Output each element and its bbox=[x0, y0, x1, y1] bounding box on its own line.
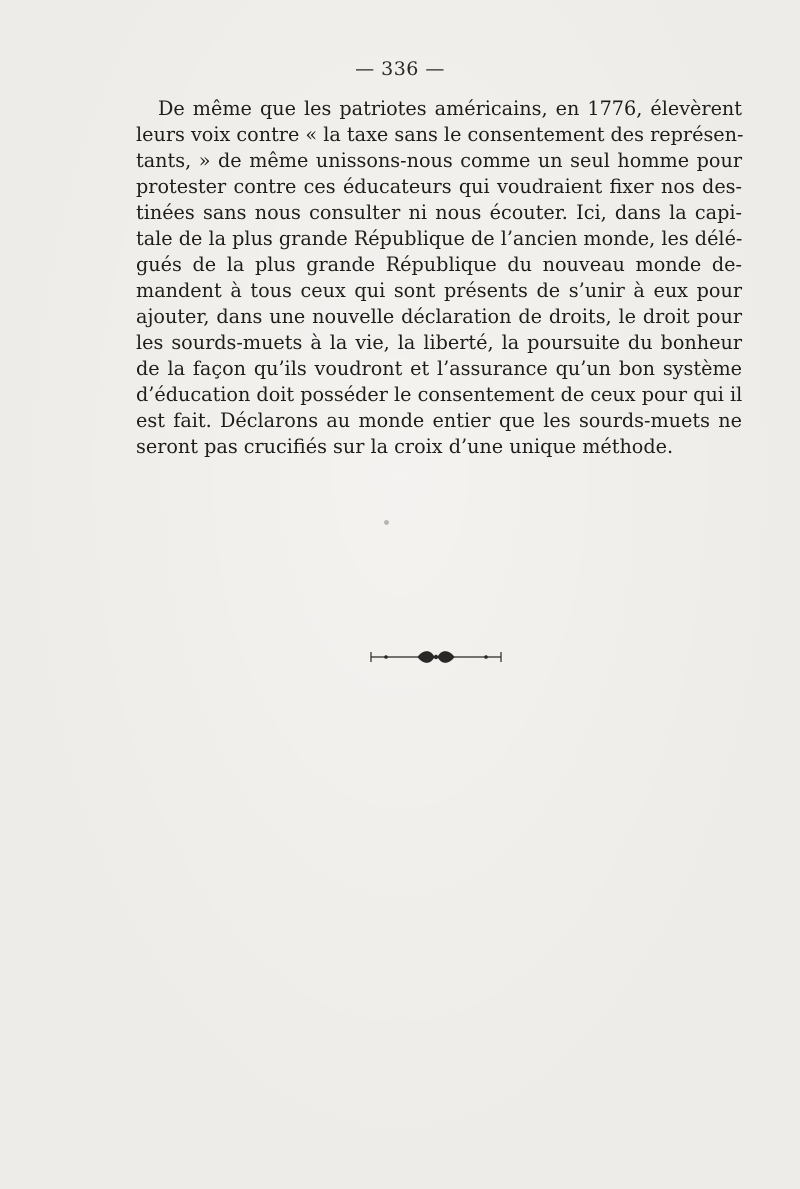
text-line: mandent à tous ceux qui sont présents de s’unir à eux pour bbox=[136, 279, 742, 302]
text-line: leurs voix contre « la taxe sans le consentement des représen- bbox=[136, 123, 744, 146]
text-line: tale de la plus grande République de l’ancien monde, les délé- bbox=[136, 227, 743, 250]
text-line: d’éducation doit posséder le consentement de ceux pour qui il bbox=[136, 383, 743, 406]
text-line: de la façon qu’ils voudront et l’assurance qu’un bon système bbox=[136, 357, 742, 380]
text-line: les sourds-muets à la vie, la liberté, la poursuite du bonheur bbox=[136, 331, 742, 354]
page-number: — 336 — bbox=[355, 58, 445, 80]
text-line: ajouter, dans une nouvelle déclaration de droits, le droit pour bbox=[136, 305, 742, 328]
fleuron-divider-icon bbox=[368, 646, 504, 668]
text-line: De même que les patriotes américains, en 1776, élevèrent bbox=[158, 97, 742, 120]
text-line: gués de la plus grande République du nouveau monde de- bbox=[136, 253, 742, 276]
text-line: protester contre ces éducateurs qui voudraient fixer nos des- bbox=[136, 175, 742, 198]
paragraph bbox=[136, 96, 742, 460]
text-line: tants, » de même unissons-nous comme un seul homme pour bbox=[136, 149, 742, 172]
paper-speck bbox=[384, 520, 389, 525]
text-line: est fait. Déclarons au monde entier que les sourds-muets ne bbox=[136, 409, 742, 432]
text-line: seront pas crucifiés sur la croix d’une unique méthode. bbox=[136, 435, 674, 458]
text-line: tinées sans nous consulter ni nous écouter. Ici, dans la capi- bbox=[136, 201, 742, 224]
